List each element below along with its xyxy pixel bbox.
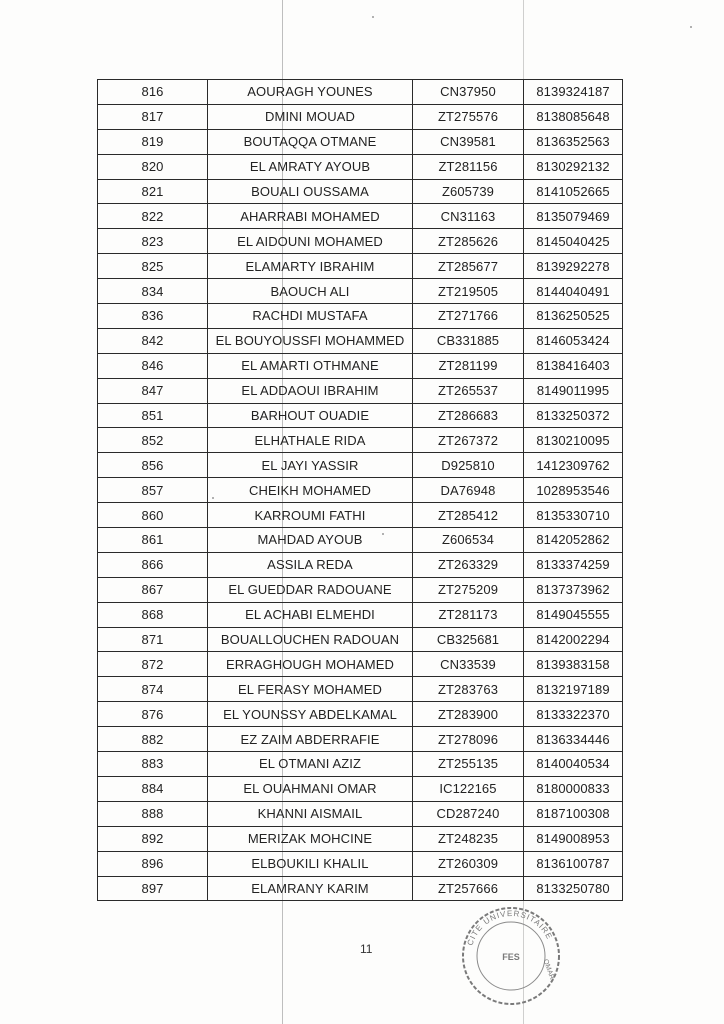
id-card-cell: ZT275209 — [413, 577, 524, 602]
student-name-cell: ERRAGHOUGH MOHAMED — [208, 652, 413, 677]
student-name-cell: EL AMARTI OTHMANE — [208, 353, 413, 378]
row-number-cell: 852 — [98, 428, 208, 453]
student-name-cell: CHEIKH MOHAMED — [208, 478, 413, 503]
student-code-cell: 8136352563 — [524, 129, 623, 154]
student-name-cell: EL ADDAOUI IBRAHIM — [208, 378, 413, 403]
table-row — [98, 752, 623, 777]
student-name-cell: EL OTMANI AZIZ — [208, 752, 413, 777]
student-name-cell: EL YOUNSSY ABDELKAMAL — [208, 702, 413, 727]
table-row — [98, 702, 623, 727]
student-name-cell: EL AMRATY AYOUB — [208, 154, 413, 179]
student-code-cell: 8130292132 — [524, 154, 623, 179]
scan-speck — [690, 26, 692, 28]
row-number-cell: 847 — [98, 378, 208, 403]
id-card-cell: CD287240 — [413, 801, 524, 826]
student-code-cell: 8139292278 — [524, 254, 623, 279]
id-card-cell: Z606534 — [413, 528, 524, 553]
student-code-cell: 8133374259 — [524, 552, 623, 577]
id-card-cell: ZT285626 — [413, 229, 524, 254]
row-number-cell: 819 — [98, 129, 208, 154]
student-name-cell: MERIZAK MOHCINE — [208, 826, 413, 851]
student-code-cell: 8135330710 — [524, 503, 623, 528]
id-card-cell: CN39581 — [413, 129, 524, 154]
student-code-cell: 8132197189 — [524, 677, 623, 702]
row-number-cell: 816 — [98, 80, 208, 105]
table-row — [98, 104, 623, 129]
student-code-cell: 8180000833 — [524, 776, 623, 801]
student-name-cell: AOURAGH YOUNES — [208, 80, 413, 105]
id-card-cell: ZT263329 — [413, 552, 524, 577]
student-code-cell: 8137373962 — [524, 577, 623, 602]
id-card-cell: ZT283900 — [413, 702, 524, 727]
id-card-cell: ZT285412 — [413, 503, 524, 528]
row-number-cell: 820 — [98, 154, 208, 179]
student-code-cell: 8130210095 — [524, 428, 623, 453]
id-card-cell: CN33539 — [413, 652, 524, 677]
student-code-cell: 8149045555 — [524, 602, 623, 627]
student-roster-table — [97, 79, 623, 901]
university-stamp — [459, 904, 563, 1008]
student-name-cell: ELHATHALE RIDA — [208, 428, 413, 453]
stamp-side-text: OMAR — [541, 958, 556, 981]
table-row — [98, 80, 623, 105]
row-number-cell: 882 — [98, 727, 208, 752]
table-row — [98, 876, 623, 901]
table-row — [98, 378, 623, 403]
student-code-cell: 8141052665 — [524, 179, 623, 204]
id-card-cell: D925810 — [413, 453, 524, 478]
student-name-cell: EZ ZAIM ABDERRAFIE — [208, 727, 413, 752]
student-code-cell: 8136100787 — [524, 851, 623, 876]
id-card-cell: ZT257666 — [413, 876, 524, 901]
row-number-cell: 874 — [98, 677, 208, 702]
student-code-cell: 8140040534 — [524, 752, 623, 777]
row-number-cell: 856 — [98, 453, 208, 478]
table-row — [98, 478, 623, 503]
table-row — [98, 776, 623, 801]
student-name-cell: DMINI MOUAD — [208, 104, 413, 129]
table-row — [98, 528, 623, 553]
svg-text:CITE UNIVERSITAIRE — [466, 909, 555, 947]
student-name-cell: EL GUEDDAR RADOUANE — [208, 577, 413, 602]
id-card-cell: Z605739 — [413, 179, 524, 204]
scan-speck — [372, 16, 374, 18]
id-card-cell: ZT219505 — [413, 279, 524, 304]
row-number-cell: 846 — [98, 353, 208, 378]
student-code-cell: 8142002294 — [524, 627, 623, 652]
id-card-cell: ZT275576 — [413, 104, 524, 129]
row-number-cell: 892 — [98, 826, 208, 851]
student-name-cell: EL FERASY MOHAMED — [208, 677, 413, 702]
student-name-cell: EL JAYI YASSIR — [208, 453, 413, 478]
row-number-cell: 825 — [98, 254, 208, 279]
id-card-cell: ZT255135 — [413, 752, 524, 777]
id-card-cell: CB325681 — [413, 627, 524, 652]
row-number-cell: 834 — [98, 279, 208, 304]
id-card-cell: ZT286683 — [413, 403, 524, 428]
table-row — [98, 652, 623, 677]
row-number-cell: 876 — [98, 702, 208, 727]
id-card-cell: IC122165 — [413, 776, 524, 801]
student-name-cell: EL BOUYOUSSFI MOHAMMED — [208, 328, 413, 353]
id-card-cell: ZT283763 — [413, 677, 524, 702]
student-name-cell: EL OUAHMANI OMAR — [208, 776, 413, 801]
table-row — [98, 826, 623, 851]
row-number-cell: 821 — [98, 179, 208, 204]
table-row — [98, 129, 623, 154]
row-number-cell: 851 — [98, 403, 208, 428]
student-name-cell: BAOUCH ALI — [208, 279, 413, 304]
student-code-cell: 8142052862 — [524, 528, 623, 553]
table-row — [98, 727, 623, 752]
table-row — [98, 154, 623, 179]
id-card-cell: CN31163 — [413, 204, 524, 229]
row-number-cell: 888 — [98, 801, 208, 826]
id-card-cell: DA76948 — [413, 478, 524, 503]
id-card-cell: ZT271766 — [413, 304, 524, 329]
student-code-cell: 8133250372 — [524, 403, 623, 428]
student-name-cell: AHARRABI MOHAMED — [208, 204, 413, 229]
row-number-cell: 883 — [98, 752, 208, 777]
student-name-cell: KHANNI AISMAIL — [208, 801, 413, 826]
row-number-cell: 896 — [98, 851, 208, 876]
row-number-cell: 822 — [98, 204, 208, 229]
id-card-cell: ZT285677 — [413, 254, 524, 279]
stamp-top-text: CITE UNIVERSITAIRE — [465, 908, 555, 947]
student-code-cell: 8139324187 — [524, 80, 623, 105]
row-number-cell: 867 — [98, 577, 208, 602]
student-code-cell: 8136334446 — [524, 727, 623, 752]
row-number-cell: 823 — [98, 229, 208, 254]
student-code-cell: 8144040491 — [524, 279, 623, 304]
student-code-cell: 8133322370 — [524, 702, 623, 727]
table-row — [98, 577, 623, 602]
table-row — [98, 304, 623, 329]
student-code-cell: 8145040425 — [524, 229, 623, 254]
student-code-cell: 8135079469 — [524, 204, 623, 229]
table-row — [98, 279, 623, 304]
row-number-cell: 871 — [98, 627, 208, 652]
id-card-cell: ZT278096 — [413, 727, 524, 752]
table-row — [98, 204, 623, 229]
id-card-cell: ZT281199 — [413, 353, 524, 378]
table-row — [98, 627, 623, 652]
id-card-cell: ZT265537 — [413, 378, 524, 403]
student-code-cell: 8139383158 — [524, 652, 623, 677]
table-row — [98, 503, 623, 528]
student-name-cell: BOUALLOUCHEN RADOUAN — [208, 627, 413, 652]
table-row — [98, 602, 623, 627]
id-card-cell: CN37950 — [413, 80, 524, 105]
row-number-cell: 866 — [98, 552, 208, 577]
row-number-cell: 857 — [98, 478, 208, 503]
student-code-cell: 8146053424 — [524, 328, 623, 353]
table-row — [98, 353, 623, 378]
row-number-cell: 872 — [98, 652, 208, 677]
table-row — [98, 328, 623, 353]
page-number: 11 — [360, 942, 373, 956]
table-row — [98, 552, 623, 577]
student-name-cell: ELBOUKILI KHALIL — [208, 851, 413, 876]
id-card-cell: ZT281173 — [413, 602, 524, 627]
student-name-cell: ASSILA REDA — [208, 552, 413, 577]
student-name-cell: ELAMARTY IBRAHIM — [208, 254, 413, 279]
student-name-cell: RACHDI MUSTAFA — [208, 304, 413, 329]
student-code-cell: 8136250525 — [524, 304, 623, 329]
table-row — [98, 403, 623, 428]
student-code-cell: 8149011995 — [524, 378, 623, 403]
row-number-cell: 860 — [98, 503, 208, 528]
student-code-cell: 8133250780 — [524, 876, 623, 901]
row-number-cell: 836 — [98, 304, 208, 329]
student-code-cell: 8149008953 — [524, 826, 623, 851]
student-name-cell: BARHOUT OUADIE — [208, 403, 413, 428]
student-code-cell: 8138085648 — [524, 104, 623, 129]
table-row — [98, 179, 623, 204]
id-card-cell: ZT267372 — [413, 428, 524, 453]
student-name-cell: EL AIDOUNI MOHAMED — [208, 229, 413, 254]
id-card-cell: ZT260309 — [413, 851, 524, 876]
table-row — [98, 453, 623, 478]
row-number-cell: 884 — [98, 776, 208, 801]
table-row — [98, 254, 623, 279]
row-number-cell: 861 — [98, 528, 208, 553]
student-code-cell: 1412309762 — [524, 453, 623, 478]
id-card-cell: ZT281156 — [413, 154, 524, 179]
student-name-cell: ELAMRANY KARIM — [208, 876, 413, 901]
row-number-cell: 897 — [98, 876, 208, 901]
id-card-cell: CB331885 — [413, 328, 524, 353]
student-name-cell: BOUTAQQA OTMANE — [208, 129, 413, 154]
student-code-cell: 8187100308 — [524, 801, 623, 826]
id-card-cell: ZT248235 — [413, 826, 524, 851]
table-row — [98, 851, 623, 876]
row-number-cell: 842 — [98, 328, 208, 353]
table-row — [98, 677, 623, 702]
roster-table-body — [98, 80, 623, 901]
row-number-cell: 868 — [98, 602, 208, 627]
stamp-middle-text: FES — [502, 952, 520, 962]
student-code-cell: 8138416403 — [524, 353, 623, 378]
student-name-cell: BOUALI OUSSAMA — [208, 179, 413, 204]
student-name-cell: MAHDAD AYOUB — [208, 528, 413, 553]
table-row — [98, 229, 623, 254]
student-name-cell: EL ACHABI ELMEHDI — [208, 602, 413, 627]
table-row — [98, 428, 623, 453]
table-row — [98, 801, 623, 826]
row-number-cell: 817 — [98, 104, 208, 129]
student-name-cell: KARROUMI FATHI — [208, 503, 413, 528]
student-code-cell: 1028953546 — [524, 478, 623, 503]
